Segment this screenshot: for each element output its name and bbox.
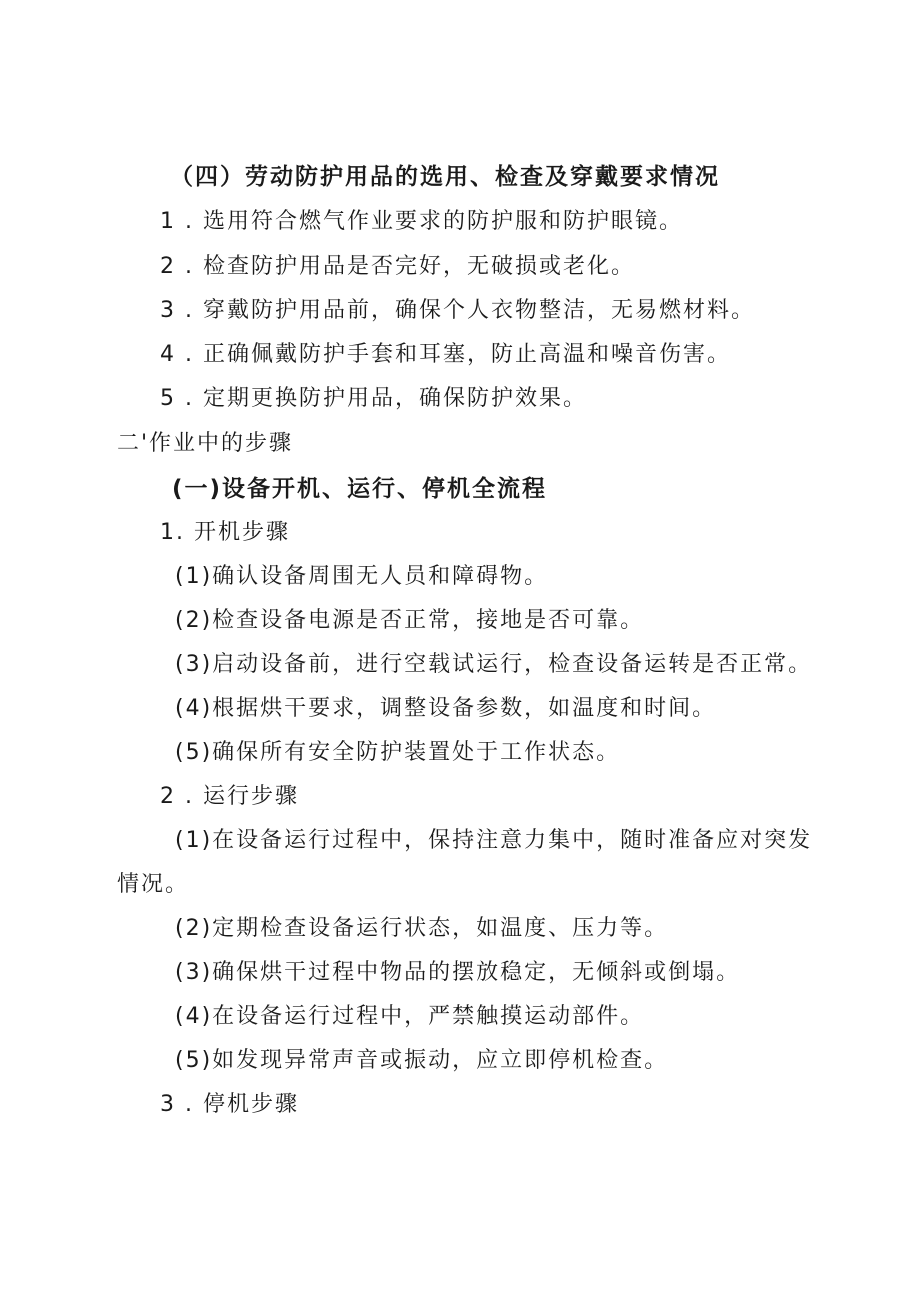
section-four-heading: （四）劳动防护用品的选用、检查及穿戴要求情况 [170,164,720,190]
ppe-item-3: 3 . 穿戴防护用品前，确保个人衣物整洁，无易燃材料。 [160,298,755,323]
startup-title: 1. 开机步骤 [160,520,290,545]
startup-step-4: (4)根据烘干要求，调整设备参数，如温度和时间。 [175,696,717,721]
running-step-3: (3)确保烘干过程中物品的摆放稳定，无倾斜或倒塌。 [175,960,741,985]
startup-step-1: (1)确认设备周围无人员和障碍物。 [175,564,549,589]
running-step-5: (5)如发现异常声音或振动，应立即停机检查。 [175,1048,669,1073]
ppe-item-1: 1 . 选用符合燃气作业要求的防护服和防护眼镜。 [160,209,683,234]
running-step-1-line-2: 情况。 [117,872,190,897]
shutdown-title: 3 . 停机步骤 [160,1092,299,1117]
ppe-item-5: 5 . 定期更换防护用品，确保防护效果。 [160,386,587,411]
running-title: 2 . 运行步骤 [160,784,299,809]
running-step-4: (4)在设备运行过程中，严禁触摸运动部件。 [175,1004,645,1029]
startup-step-2: (2)检查设备电源是否正常，接地是否可靠。 [175,608,645,633]
startup-step-3: (3)启动设备前，进行空载试运行，检查设备运转是否正常。 [175,652,813,677]
startup-step-5: (5)确保所有安全防护装置处于工作状态。 [175,740,621,765]
running-step-1-line-1: (1)在设备运行过程中，保持注意力集中，随时准备应对突发 [175,828,813,853]
ppe-item-4: 4 . 正确佩戴防护手套和耳塞，防止高温和噪音伤害。 [160,342,731,367]
running-step-2: (2)定期检查设备运行状态，如温度、压力等。 [175,916,669,941]
subsection-one-heading: (一)设备开机、运行、停机全流程 [172,476,548,502]
part-two-heading: 二'作业中的步骤 [117,431,294,456]
ppe-item-2: 2 . 检查防护用品是否完好，无破损或老化。 [160,254,635,279]
